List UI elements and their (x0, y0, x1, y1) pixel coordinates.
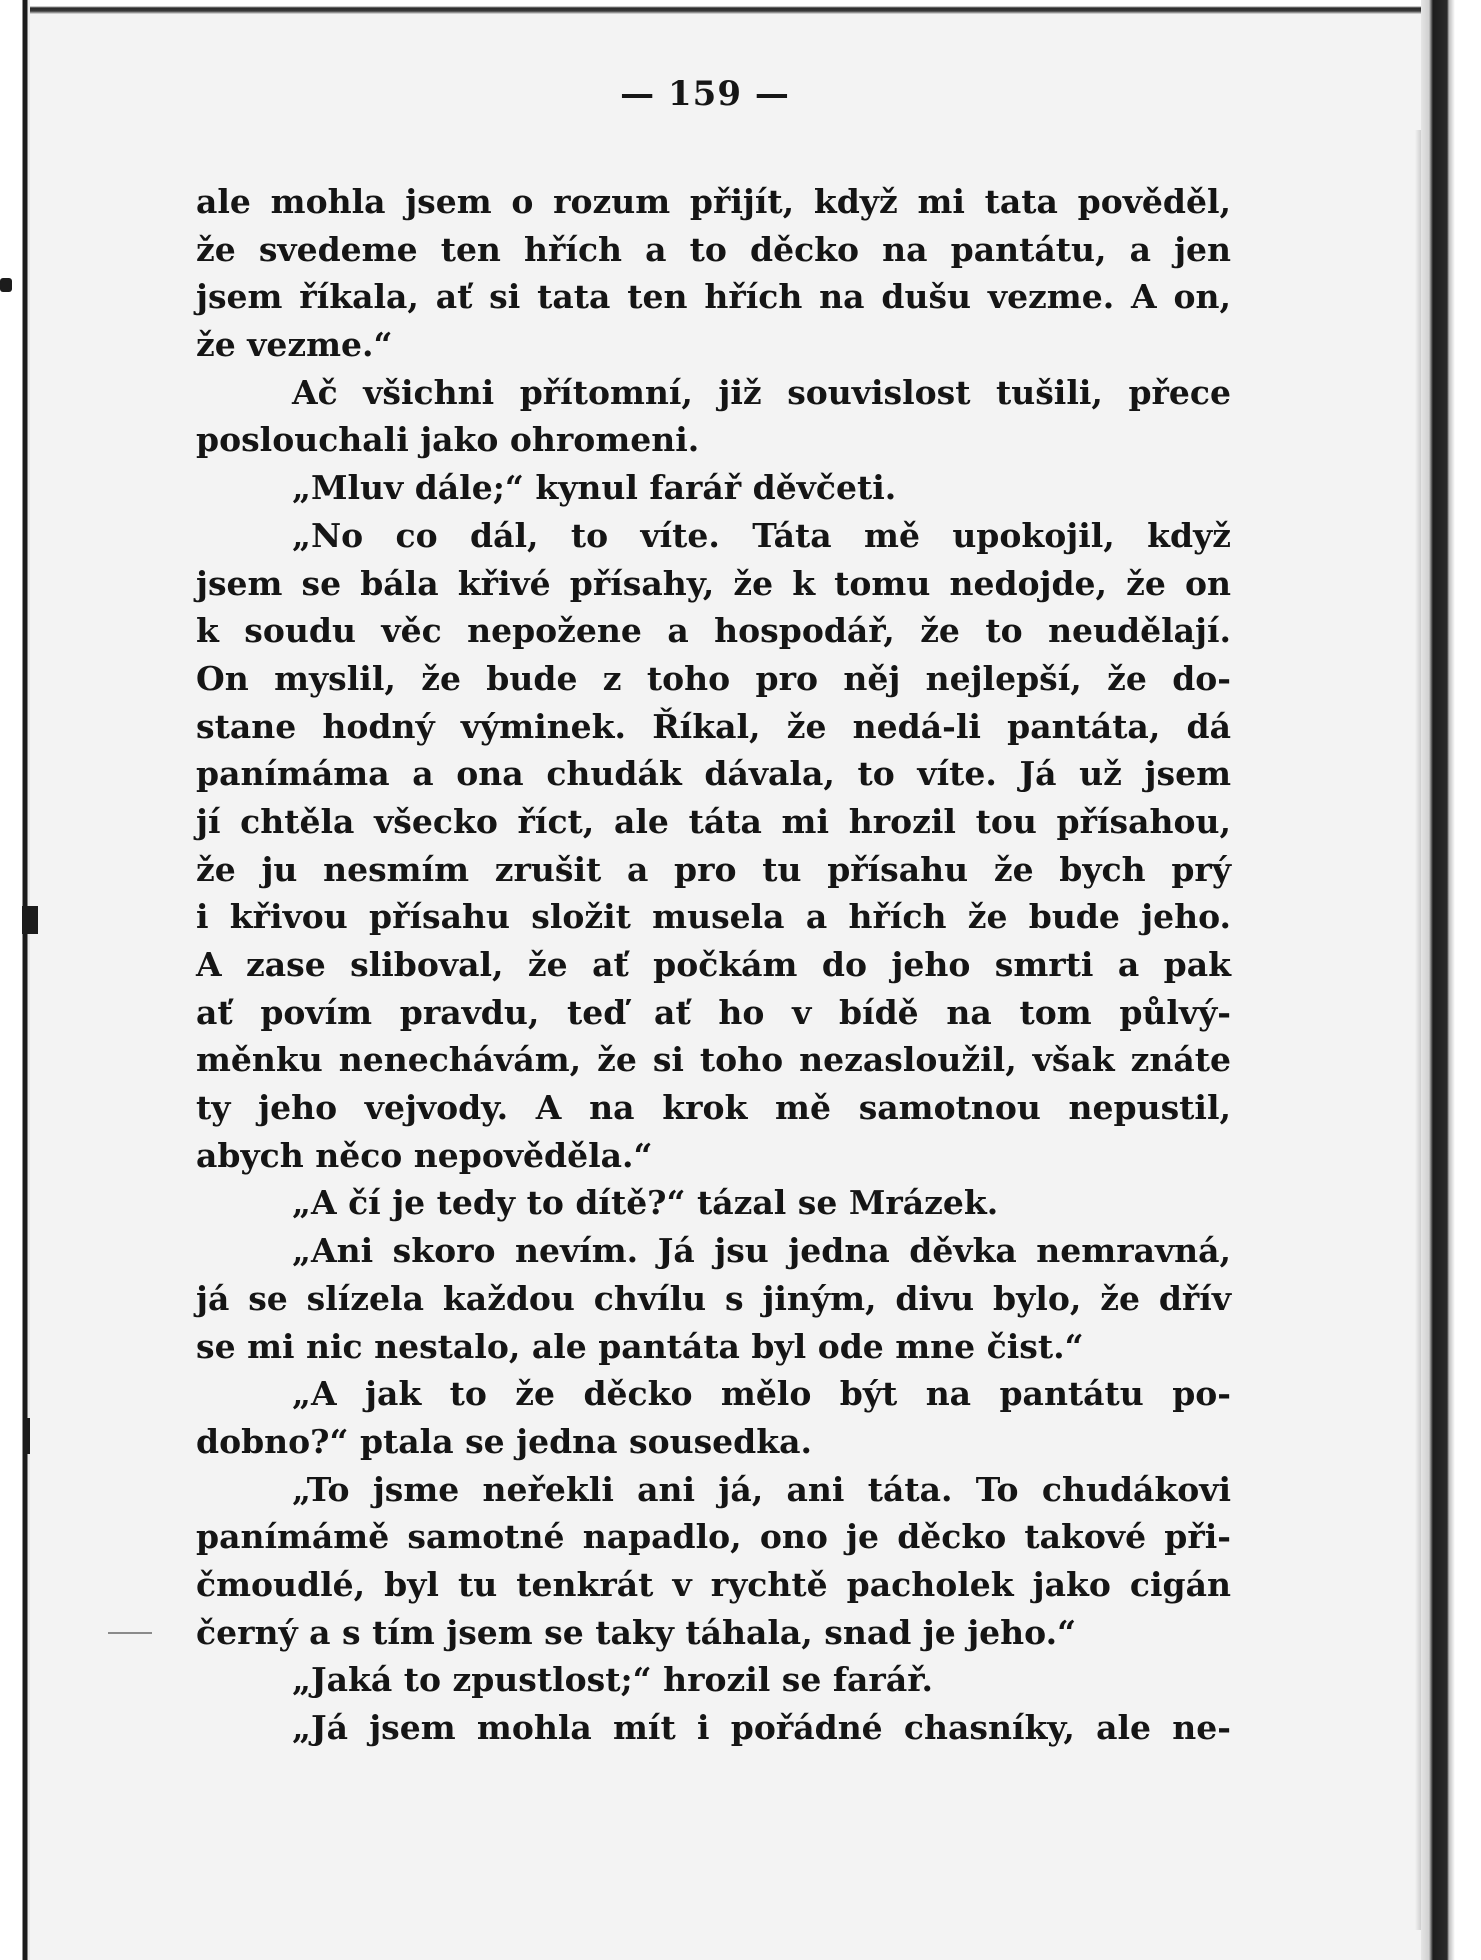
text-line: „Jaká to zpustlost;“ hrozil se farář. (292, 1660, 934, 1700)
margin-mark (0, 278, 12, 292)
text-line: černý a s tím jsem se taky táhala, snad je jeho.“ (196, 1612, 1077, 1652)
text-line: panímáma a ona chudák dávala, to víte. Já už jsem (196, 754, 1231, 794)
text-line: že vezme.“ (196, 325, 393, 365)
page-right-edge (1421, 0, 1481, 1960)
text-line: Ač všichni přítomní, již souvislost tušili, přece (292, 372, 1231, 412)
text-line: panímámě samotné napadlo, ono je děcko takové při- (196, 1517, 1231, 1557)
text-line: „Já jsem mohla mít i pořádné chasníky, ale ne- (292, 1708, 1231, 1747)
text-line: se mi nic nestalo, ale pantáta byl ode mne čist.“ (196, 1326, 1084, 1366)
text-line: abych něco nepověděla.“ (196, 1135, 653, 1175)
text-line: „Ani skoro nevím. Já jsu jedna děvka nemravná, (292, 1231, 1231, 1271)
text-line: já se slízela každou chvílu s jiným, divu bylo, že dřív (196, 1278, 1231, 1318)
text-line: jsem říkala, ať si tata ten hřích na dušu vezme. A on, (196, 277, 1231, 317)
text-line: „A jak to že děcko mělo být na pantátu po- (292, 1374, 1231, 1414)
text-line: „A čí je tedy to dítě?“ tázal se Mrázek. (292, 1183, 999, 1223)
text-line: dobno?“ ptala se jedna sousedka. (196, 1421, 812, 1461)
text-line: že ju nesmím zrušit a pro tu přísahu že bych prý (196, 849, 1231, 889)
text-line: poslouchali jako ohromeni. (196, 420, 700, 460)
text-line: že svedeme ten hřích a to děcko na pantátu, a jen (196, 229, 1231, 269)
margin-mark (108, 1632, 152, 1634)
margin-mark (24, 1418, 30, 1454)
text-line: k soudu věc nepožene a hospodář, že to neudělají. (196, 611, 1231, 651)
page-top-edge (0, 0, 1481, 14)
text-line: „To jsme neřekli ani já, ani táta. To chudákovi (292, 1469, 1231, 1509)
text-line: jí chtěla všecko říct, ale táta mi hrozil tou přísahou, (196, 801, 1231, 841)
text-line: „Mluv dále;“ kynul farář děvčeti. (292, 468, 897, 508)
page-number: — 159 — (620, 74, 790, 114)
page-left-edge (0, 0, 30, 1960)
text-line: ať povím pravdu, teď ať ho v bídě na tom půlvý- (196, 992, 1231, 1032)
text-line: ale mohla jsem o rozum přijít, když mi tata pověděl, (196, 182, 1231, 221)
text-line: On myslil, že bude z toho pro něj nejlepší, že do- (196, 658, 1231, 698)
margin-mark (22, 906, 38, 934)
text-line: ty jeho vejvody. A na krok mě samotnou nepustil, (196, 1088, 1231, 1128)
text-line: měnku nenechávám, že si toho nezasloužil, však znáte (196, 1040, 1231, 1080)
text-line: i křivou přísahu složit musela a hřích že bude jeho. (196, 897, 1231, 937)
text-line: čmoudlé, byl tu tenkrát v rychtě pacholek jako cigán (196, 1564, 1231, 1604)
text-line: A zase sliboval, že ať počkám do jeho smrti a pak (196, 945, 1231, 984)
text-line: jsem se bála křivé přísahy, že k tomu nedojde, že on (196, 563, 1231, 603)
body-text (196, 178, 1231, 1752)
text-line: stane hodný výminek. Říkal, že nedá-li pantáta, dá (196, 706, 1231, 746)
text-line: „No co dál, to víte. Táta mě upokojil, když (292, 515, 1231, 555)
